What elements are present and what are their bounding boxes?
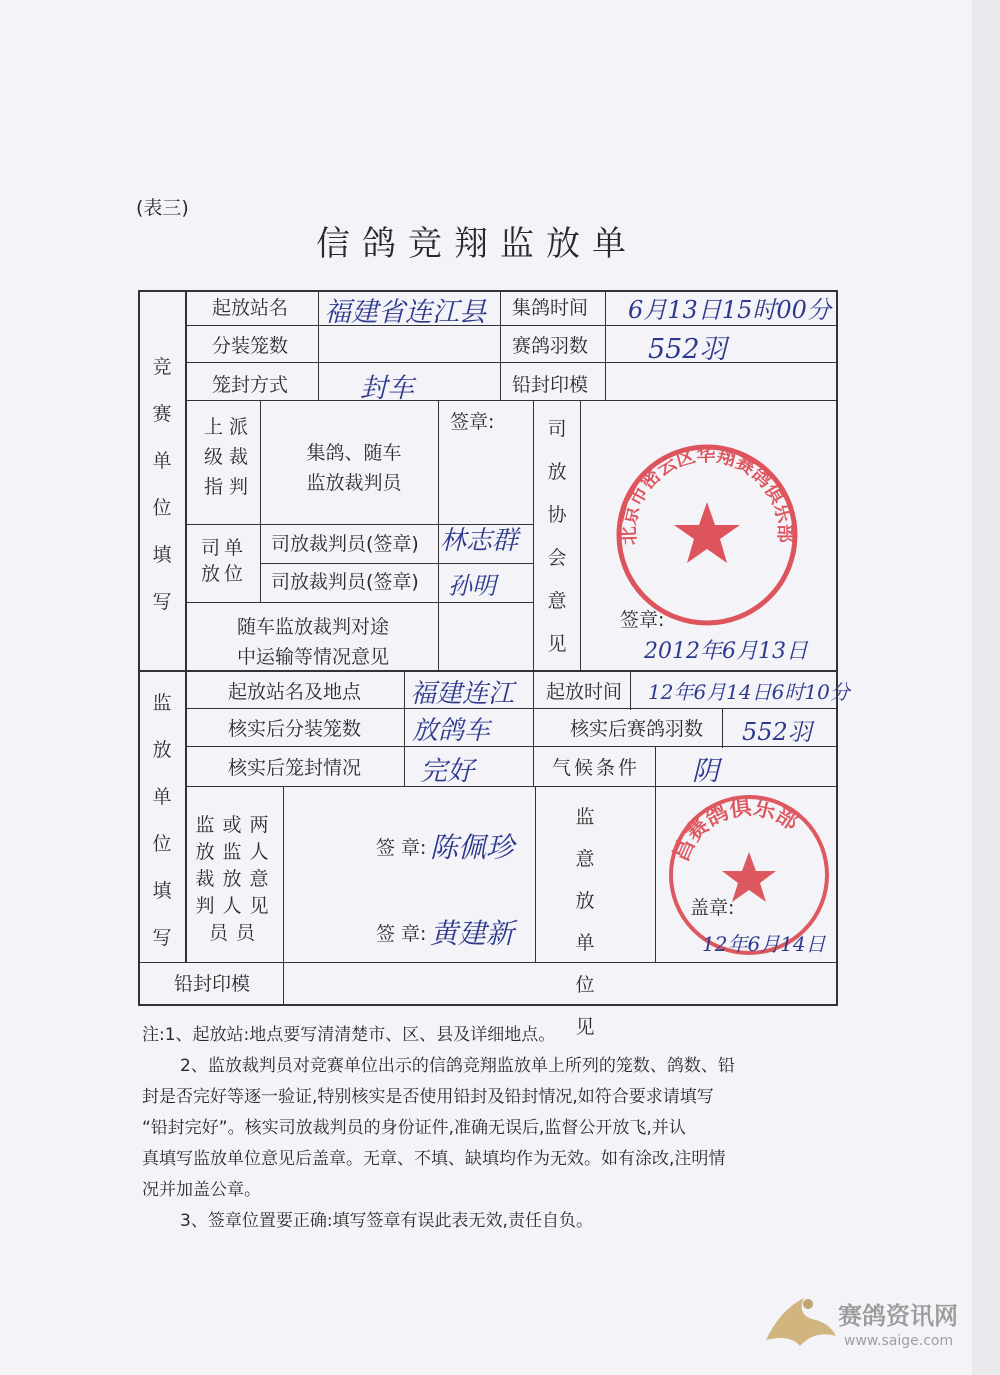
pigeon-logo-icon (760, 1290, 840, 1356)
release-assoc-label: 司放协会意见 (547, 418, 567, 655)
verified-pigeon-value: 552羽 (742, 718, 812, 746)
superior-judge-label: 上派级裁指判 (203, 416, 254, 498)
escort-judge-label: 集鸽、随车监放裁判员 (306, 442, 402, 494)
seal-method-label: 笼封方式 (212, 374, 289, 396)
station-location-value: 福建连江 (410, 679, 515, 709)
assoc-sign-label: 签章: (620, 609, 665, 631)
watermark (760, 1290, 970, 1360)
release-time-value: 12年6月14日6时10分 (648, 680, 850, 704)
stamp-star-icon-2 (722, 852, 776, 902)
station-location-label: 起放站名及地点 (228, 681, 362, 703)
svg-text:昌赛鸽俱乐部: 昌赛鸽俱乐部 (668, 795, 803, 866)
note-2b: 封是否完好等逐一验证,特别核实是否使用铅封及铅封情况,如符合要求请填写 (142, 1087, 714, 1107)
seal-mold-label: 铅封印模 (512, 374, 589, 396)
watermark-name: 赛鸽资讯网 (838, 1302, 958, 1330)
note-1: 注:1、起放站:地点要写清清楚市、区、县及详细地点。 (142, 1025, 556, 1045)
table-number: (表三) (136, 197, 189, 219)
supervisor-sign-value-2: 黄建新 (430, 917, 515, 950)
release-station-value: 福建省连江县 (324, 297, 486, 328)
note-2c: “铅封完好”。核实司放裁判员的身份证件,准确无误后,监督公开放飞,并认 (142, 1118, 686, 1138)
stamp-star-icon (674, 502, 740, 563)
note-2e: 况并加盖公章。 (142, 1180, 261, 1200)
stamp-date: 12年6月14日 (702, 932, 826, 956)
note-2d: 真填写监放单位意见后盖章。无章、不填、缺填均作为无效。如有涂改,注明情 (142, 1149, 726, 1169)
stamp-label: 盖章: (690, 897, 735, 919)
release-judge-value-2: 孙明 (448, 572, 496, 600)
release-unit-label: 司单放位 (200, 537, 247, 585)
verified-basket-label: 核实后分装笼数 (228, 718, 362, 740)
seal-method-value: 封车 (360, 373, 414, 404)
club-stamp-1 (612, 440, 802, 630)
judge-sign-label: 签章: (450, 411, 495, 433)
release-judge-value-1: 林志群 (440, 526, 519, 556)
unit-opinion-label: 监意放单位见 (575, 806, 625, 1038)
supervisor-sign-label-1: 签 章: (376, 837, 427, 859)
section2-side-label: 监放单位填写 (152, 692, 172, 949)
basket-count-label: 分装笼数 (212, 335, 289, 357)
svg-text:北京市密云区华翔赛鸽俱乐部: 北京市密云区华翔赛鸽俱乐部 (617, 444, 797, 546)
assoc-date: 2012年6月13日 (644, 639, 808, 664)
transport-opinion-label: 随车监放裁判对途中运输等情况意见 (236, 616, 389, 668)
release-judge-label-2: 司放裁判员(签章) (271, 571, 419, 593)
pigeon-count-value: 552羽 (648, 334, 727, 365)
weather-value: 阴 (692, 756, 719, 787)
supervisor-sign-label-2: 签 章: (376, 923, 427, 945)
note-2a: 2、监放裁判员对竞赛单位出示的信鸽竞翔监放单上所列的笼数、鸽数、铅 (180, 1056, 735, 1076)
weather-label: 气候条件 (552, 757, 641, 779)
verified-pigeon-label: 核实后赛鸽羽数 (570, 718, 704, 740)
pigeon-count-label: 赛鸽羽数 (512, 335, 589, 357)
section1-side-label: 竞赛单位填写 (152, 356, 172, 613)
supervisor-sign-value-1: 陈佩珍 (430, 831, 515, 864)
page-title: 信鸽竞翔监放单 (316, 224, 638, 264)
release-station-label: 起放站名 (212, 297, 289, 319)
verified-basket-value: 放鸽车 (412, 716, 491, 746)
verified-seal-value: 完好 (420, 756, 474, 787)
gather-time-label: 集鸽时间 (512, 297, 589, 319)
supervisor-judge-label: 监或两放监人裁放意判人见员员 (195, 814, 277, 944)
seal-mold-bottom-label: 铅封印模 (174, 973, 251, 995)
fold-shadow-right (972, 0, 1000, 1375)
gather-time-value: 6月13日15时00分 (628, 296, 831, 324)
release-judge-label-1: 司放裁判员(签章) (271, 533, 419, 555)
verified-seal-label: 核实后笼封情况 (228, 757, 362, 779)
watermark-url: www.saige.com (844, 1333, 954, 1349)
note-3: 3、签章位置要正确:填写签章有误此表无效,责任自负。 (180, 1211, 593, 1231)
release-time-label: 起放时间 (546, 681, 623, 703)
